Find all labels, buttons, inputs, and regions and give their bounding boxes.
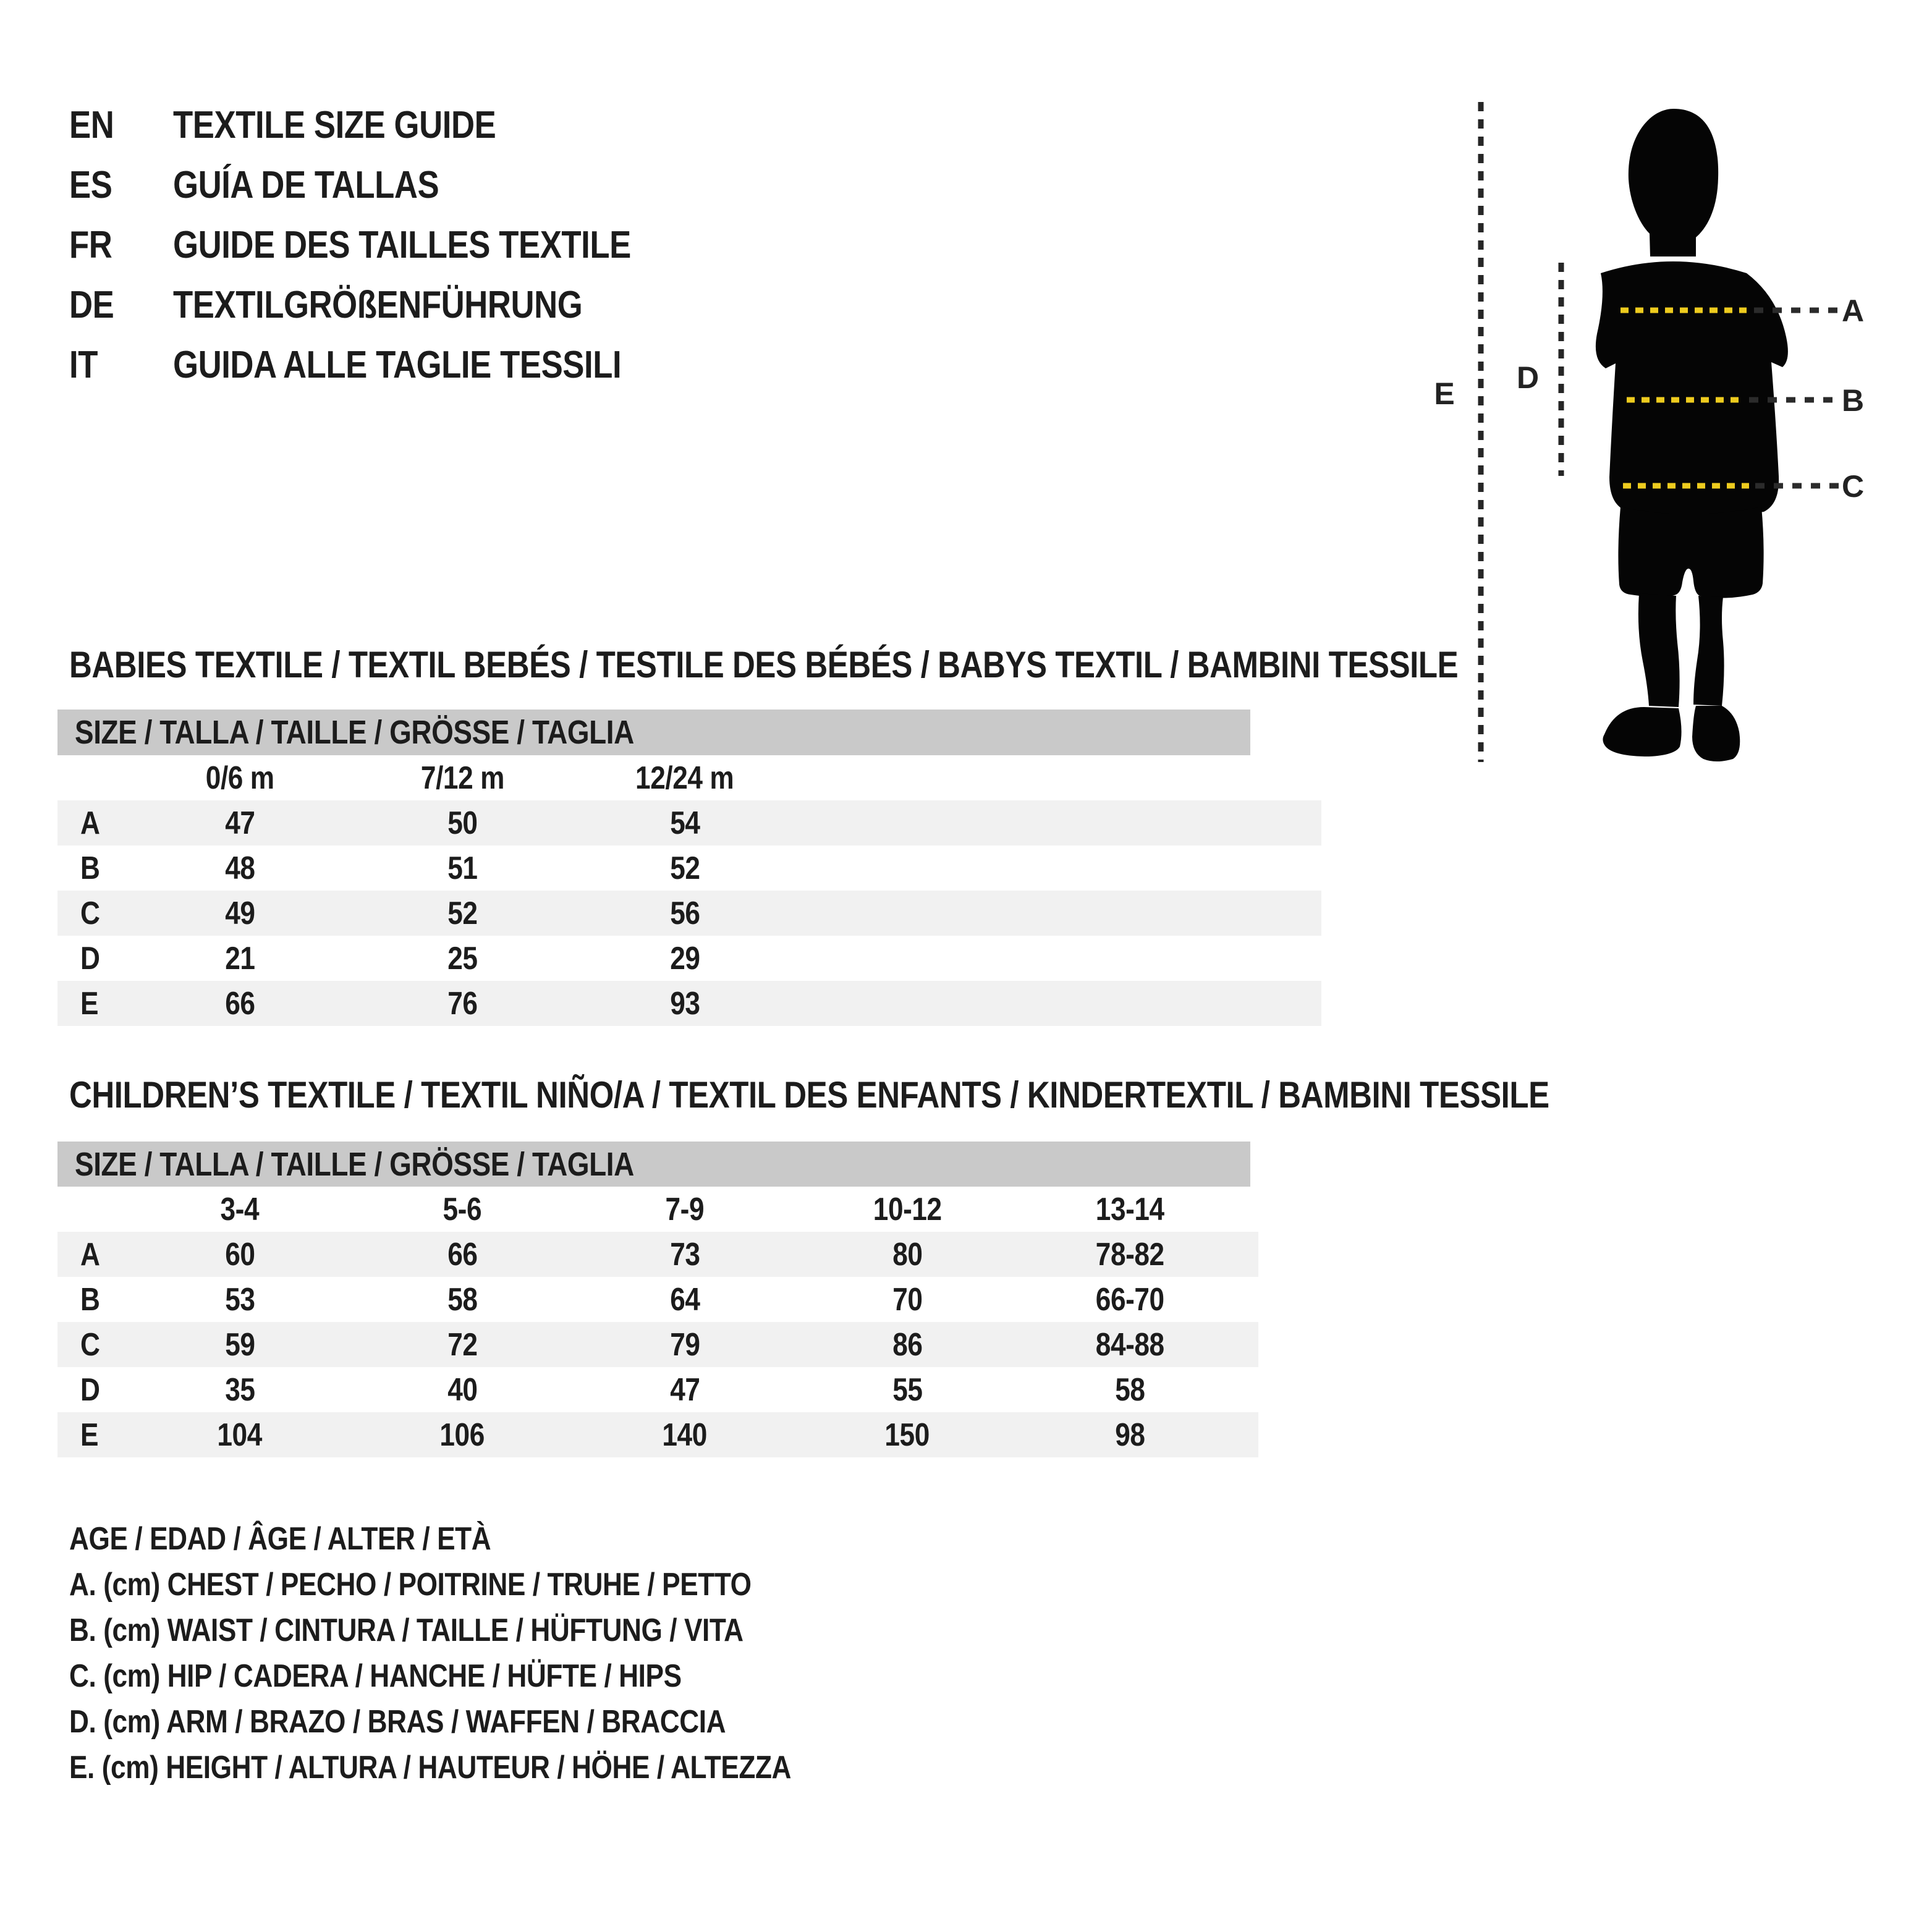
- cell: 25: [447, 940, 478, 977]
- children-size-header-bar: SIZE / TALLA / TAILLE / GRÖSSE / TAGLIA: [57, 1142, 1250, 1187]
- cell: 55: [892, 1371, 923, 1408]
- table-row-c: [57, 891, 1321, 936]
- legend-line-hip: C. (cm) HIP / CADERA / HANCHE / HÜFTE / HIPS: [69, 1658, 682, 1694]
- cell: 60: [224, 1236, 255, 1273]
- language-code: DE: [69, 284, 114, 326]
- cell: 104: [217, 1417, 263, 1453]
- cell: 73: [669, 1236, 700, 1273]
- column-header: 0/6 m: [205, 760, 274, 796]
- babies-column-header-row: [57, 755, 1321, 800]
- cell: 56: [669, 895, 700, 931]
- table-row-c: [57, 1322, 1258, 1367]
- table-row-b: [57, 845, 1321, 891]
- row-label: C: [80, 1326, 100, 1363]
- row-label: D: [80, 1371, 100, 1408]
- row-label: E: [80, 1417, 99, 1453]
- cell: 49: [224, 895, 255, 931]
- cell: 50: [447, 805, 478, 841]
- table-row-a: [57, 1232, 1258, 1277]
- cell: 35: [224, 1371, 255, 1408]
- children-column-header-row: [57, 1187, 1258, 1232]
- cell: 66: [224, 985, 255, 1022]
- column-header: 7/12 m: [420, 760, 504, 796]
- language-row-es: [69, 155, 712, 215]
- row-label: B: [80, 1281, 100, 1318]
- legend-line-arm: D. (cm) ARM / BRAZO / BRAS / WAFFEN / BRACCIA: [69, 1704, 726, 1740]
- language-row-fr: [69, 215, 712, 275]
- column-header: 12/24 m: [635, 760, 734, 796]
- legend-line-waist: B. (cm) WAIST / CINTURA / TAILLE / HÜFTUNG / VITA: [69, 1612, 744, 1648]
- children-section-title: CHILDREN’S TEXTILE / TEXTIL NIÑO/A / TEXTIL DES ENFANTS / KINDERTEXTIL / BAMBINI TESSILE: [69, 1074, 1549, 1116]
- figure-label-e: E: [1434, 376, 1455, 411]
- language-row-it: [69, 335, 712, 395]
- language-code: EN: [69, 104, 114, 146]
- cell: 52: [447, 895, 478, 931]
- column-header: 3-4: [220, 1191, 260, 1227]
- column-header: 7-9: [665, 1191, 705, 1227]
- row-label: B: [80, 850, 100, 886]
- figure-label-d: D: [1516, 360, 1540, 395]
- cell: 21: [224, 940, 255, 977]
- child-measurement-figure: [1403, 74, 1932, 803]
- babies-size-table: [57, 710, 1321, 1026]
- cell: 70: [892, 1281, 923, 1318]
- cell: 54: [669, 805, 700, 841]
- table-row-b: [57, 1277, 1258, 1322]
- language-row-de: [69, 275, 712, 335]
- cell: 40: [447, 1371, 478, 1408]
- row-label: D: [80, 940, 100, 977]
- cell: 76: [447, 985, 478, 1022]
- guide-title-de: TEXTILGRÖßENFÜHRUNG: [173, 284, 583, 326]
- cell: 59: [224, 1326, 255, 1363]
- measurement-legend: [69, 1516, 918, 1790]
- cell: 79: [669, 1326, 700, 1363]
- cell: 78-82: [1095, 1236, 1164, 1273]
- cell: 29: [669, 940, 700, 977]
- guide-title-es: GUÍA DE TALLAS: [173, 164, 439, 206]
- figure-label-a: A: [1841, 294, 1865, 328]
- language-row-en: [69, 95, 712, 155]
- language-code: FR: [69, 224, 112, 266]
- cell: 140: [662, 1417, 708, 1453]
- row-label: E: [80, 985, 99, 1022]
- guide-title-fr: GUIDE DES TAILLES TEXTILE: [173, 224, 631, 266]
- guide-title-en: TEXTILE SIZE GUIDE: [173, 104, 496, 146]
- cell: 84-88: [1095, 1326, 1164, 1363]
- cell: 52: [669, 850, 700, 886]
- row-label: A: [80, 805, 100, 841]
- row-label: C: [80, 895, 100, 931]
- guide-title-it: GUIDA ALLE TAGLIE TESSILI: [173, 344, 622, 386]
- cell: 93: [669, 985, 700, 1022]
- column-header: 13-14: [1095, 1191, 1164, 1227]
- table-row-d: [57, 936, 1321, 981]
- table-row-a: [57, 800, 1321, 845]
- children-size-table: [57, 1142, 1258, 1457]
- cell: 53: [224, 1281, 255, 1318]
- babies-section-title: BABIES TEXTILE / TEXTIL BEBÉS / TESTILE DES BÉBÉS / BABYS TEXTIL / BAMBINI TESSILE: [69, 644, 1459, 685]
- language-code: ES: [69, 164, 112, 206]
- figure-label-c: C: [1841, 469, 1865, 504]
- column-header: 10-12: [873, 1191, 942, 1227]
- cell: 64: [669, 1281, 700, 1318]
- table-row-e: [57, 1412, 1258, 1457]
- table-row-e: [57, 981, 1321, 1026]
- cell: 106: [439, 1417, 485, 1453]
- cell: 58: [1114, 1371, 1145, 1408]
- figure-label-b: B: [1841, 383, 1865, 418]
- cell: 150: [884, 1417, 930, 1453]
- language-title-block: [69, 95, 712, 395]
- cell: 47: [224, 805, 255, 841]
- legend-line-age: AGE / EDAD / ÂGE / ALTER / ETÀ: [69, 1521, 491, 1557]
- cell: 80: [892, 1236, 923, 1273]
- cell: 86: [892, 1326, 923, 1363]
- cell: 66-70: [1095, 1281, 1164, 1318]
- cell: 48: [224, 850, 255, 886]
- row-label: A: [80, 1236, 100, 1273]
- language-code: IT: [69, 344, 98, 386]
- cell: 66: [447, 1236, 478, 1273]
- legend-line-height: E. (cm) HEIGHT / ALTURA / HAUTEUR / HÖHE / ALTEZZA: [69, 1750, 792, 1786]
- cell: 51: [447, 850, 478, 886]
- column-header: 5-6: [443, 1191, 482, 1227]
- babies-size-header-bar: SIZE / TALLA / TAILLE / GRÖSSE / TAGLIA: [57, 710, 1250, 755]
- cell: 72: [447, 1326, 478, 1363]
- cell: 58: [447, 1281, 478, 1318]
- cell: 47: [669, 1371, 700, 1408]
- legend-line-chest: A. (cm) CHEST / PECHO / POITRINE / TRUHE / PETTO: [69, 1567, 752, 1603]
- cell: 98: [1114, 1417, 1145, 1453]
- table-row-d: [57, 1367, 1258, 1412]
